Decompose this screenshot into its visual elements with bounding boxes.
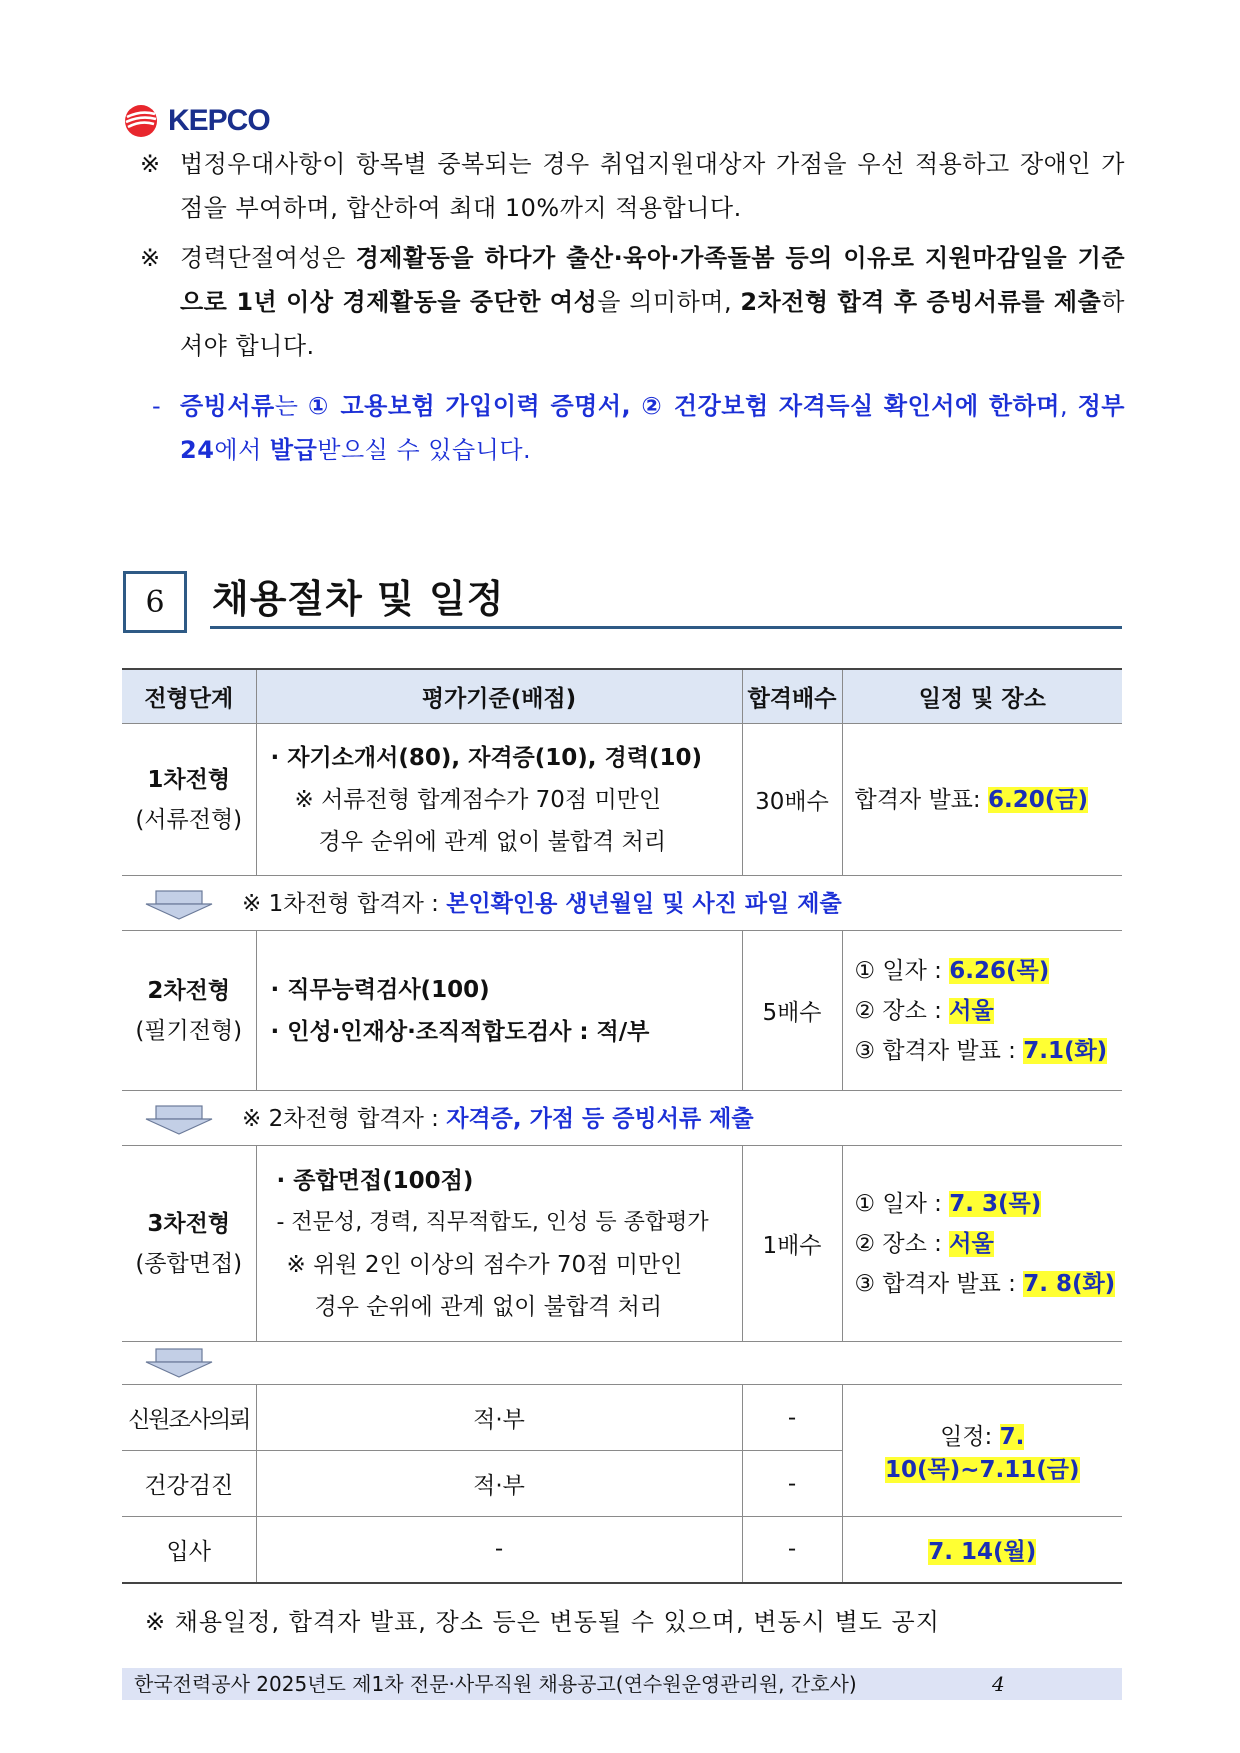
section-number: 6	[123, 571, 187, 633]
schedule-cell	[842, 931, 1122, 1091]
column-header: 일정 및 장소	[842, 669, 1122, 724]
schedule-table	[122, 668, 1122, 1584]
schedule-date: 7. 10(목)~7.11(금)	[884, 1423, 1080, 1483]
criteria-cell	[256, 724, 742, 876]
schedule-date: 6.20(금)	[987, 786, 1088, 813]
criteria-cell	[256, 931, 742, 1091]
stage-name: 2차전형	[147, 977, 231, 1004]
transition-row	[122, 1091, 1122, 1146]
logo-text: KEPCO	[168, 104, 270, 137]
table-row	[122, 931, 1122, 1091]
note-mark: ※	[140, 244, 161, 272]
criteria-line: ※ 위원 2인 이상의 점수가 70점 미만인	[286, 1251, 683, 1278]
schedule-label: ② 장소 :	[854, 997, 950, 1024]
schedule-date: 7. 14(월)	[928, 1538, 1037, 1565]
note-bold-text: 발급	[269, 436, 318, 464]
ratio-cell: -	[742, 1451, 842, 1517]
schedule-cell	[842, 724, 1122, 876]
schedule-place: 서울	[949, 997, 994, 1024]
note-bold-text: 증빙서류	[180, 392, 275, 420]
note-text: 는	[274, 392, 308, 420]
footer-text: 한국전력공사 2025년도 제1차 전문·사무직원 채용공고(연수원운영관리원, 간호사)	[134, 1672, 857, 1696]
table-row	[122, 1146, 1122, 1342]
criteria-line: · 자기소개서(80), 자격증(10), 경력(10)	[270, 744, 703, 771]
stage-cell	[122, 1146, 256, 1342]
table-row	[122, 1385, 1122, 1451]
stage-cell	[122, 931, 256, 1091]
schedule-label: ① 일자 :	[854, 957, 950, 984]
note-text: 에서	[214, 436, 270, 464]
ratio-cell: -	[742, 1385, 842, 1451]
criteria-line: · 종합면접(100점)	[276, 1167, 474, 1194]
criteria-cell: 적·부	[256, 1451, 742, 1517]
ratio-cell: 5배수	[742, 931, 842, 1091]
stage-sub: (필기전형)	[135, 1017, 243, 1044]
note-bold-text: ① 고용보험 가입이력 증명서, ② 건강보험 자격득실 확인서에 한하며	[307, 392, 1060, 420]
note-text: ,	[1059, 392, 1078, 420]
note-bold-text: 2차전형 합격 후 증빙서류를 제출	[740, 288, 1102, 316]
note-bold-text: 정부24	[180, 392, 1125, 464]
stage-name: 1차전형	[147, 766, 231, 793]
transition-row	[122, 876, 1122, 931]
schedule-label: ③ 합격자 발표 :	[854, 1037, 1024, 1064]
ratio-cell: 1배수	[742, 1146, 842, 1342]
schedule-date: 6.26(목)	[949, 957, 1050, 984]
ratio-cell: 30배수	[742, 724, 842, 876]
note-mark: -	[152, 392, 162, 420]
note-text: 받으실 수 있습니다.	[317, 436, 532, 464]
criteria-line: · 인성·인재상·조직적합도검사 : 적/부	[270, 1018, 650, 1045]
criteria-line: 경우 순위에 관계 없이 불합격 처리	[314, 1293, 663, 1320]
transition-row	[122, 1342, 1122, 1385]
column-header: 전형단계	[122, 669, 256, 724]
page-footer	[122, 1668, 1122, 1700]
schedule-label: 일정:	[940, 1423, 1000, 1450]
note-text: 하셔야 합니다.	[180, 288, 1125, 360]
stage-sub: (서류전형)	[135, 806, 243, 833]
note-bold-text: 경제활동을 하다가 출산·육아·가족돌봄 등의 이유로 지원마감일을 기준으로 1년 이상 경제활동을 중단한 여성	[180, 244, 1126, 316]
transition-prefix: ※ 1차전형 합격자 :	[242, 891, 447, 918]
schedule-cell	[842, 1385, 1122, 1517]
schedule-date: 7. 8(화)	[1023, 1270, 1116, 1297]
down-arrow-icon	[144, 1347, 214, 1379]
note-mark: ※	[140, 150, 161, 178]
schedule-label: 합격자 발표:	[854, 786, 988, 813]
note-text: 법정우대사항이 항목별 중복되는 경우 취업지원대상자 가점을 우선 적용하고 장애인 가점을 부여하며, 합산하여 최대 10%까지 적용합니다.	[180, 150, 1125, 222]
criteria-cell: -	[256, 1517, 742, 1583]
criteria-line: 경우 순위에 관계 없이 불합격 처리	[318, 828, 667, 855]
criteria-cell: 적·부	[256, 1385, 742, 1451]
down-arrow-icon	[144, 1104, 214, 1136]
kepco-logo	[121, 104, 281, 138]
ratio-cell: -	[742, 1517, 842, 1583]
footnote: ※ 채용일정, 합격자 발표, 장소 등은 변동될 수 있으며, 변동시 별도 공지	[145, 1608, 940, 1636]
down-arrow-icon	[144, 889, 214, 921]
note-bonus-points	[140, 142, 1125, 230]
schedule-label: ① 일자 :	[854, 1190, 950, 1217]
schedule-label: ③ 합격자 발표 :	[854, 1270, 1024, 1297]
schedule-cell	[842, 1517, 1122, 1583]
table-row	[122, 1517, 1122, 1583]
stage-cell: 입사	[122, 1517, 256, 1583]
kepco-emblem-icon	[121, 104, 161, 138]
column-header: 합격배수	[742, 669, 842, 724]
criteria-line: - 전문성, 경력, 직무적합도, 인성 등 종합평가	[276, 1209, 709, 1235]
stage-name: 3차전형	[147, 1210, 231, 1237]
transition-prefix: ※ 2차전형 합격자 :	[242, 1106, 447, 1133]
table-header-row	[122, 669, 1122, 724]
schedule-cell	[842, 1146, 1122, 1342]
stage-cell: 건강검진	[122, 1451, 256, 1517]
criteria-line: ※ 서류전형 합계점수가 70점 미만인	[294, 786, 662, 813]
transition-text: 본인확인용 생년월일 및 사진 파일 제출	[446, 891, 842, 918]
schedule-date: 7.1(화)	[1023, 1037, 1108, 1064]
column-header: 평가기준(배점)	[256, 669, 742, 724]
schedule-label: ② 장소 :	[854, 1230, 950, 1257]
stage-cell: 신원조사의뢰	[122, 1385, 256, 1451]
schedule-date: 7. 3(목)	[949, 1190, 1042, 1217]
table-row	[122, 724, 1122, 876]
note-career-break	[140, 236, 1125, 368]
stage-sub: (종합면접)	[135, 1250, 243, 1277]
note-text: 경력단절여성은	[180, 244, 356, 272]
section-divider	[210, 626, 1122, 629]
transition-text: 자격증, 가점 등 증빙서류 제출	[446, 1106, 754, 1133]
criteria-line: · 직무능력검사(100)	[270, 976, 490, 1003]
stage-cell	[122, 724, 256, 876]
page-number: 4	[992, 1672, 1005, 1696]
note-text: 을 의미하며,	[597, 288, 741, 316]
criteria-cell	[256, 1146, 742, 1342]
schedule-place: 서울	[949, 1230, 994, 1257]
note-documents	[152, 384, 1125, 472]
section-title: 채용절차 및 일정	[212, 577, 505, 621]
